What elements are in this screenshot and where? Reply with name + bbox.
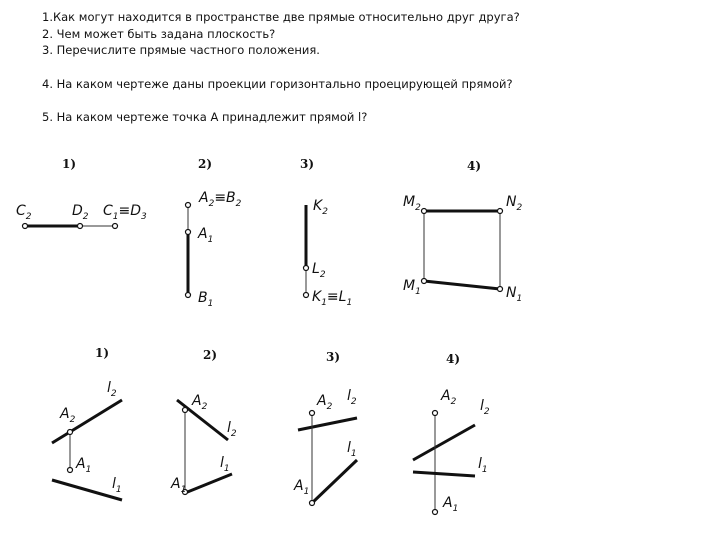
point-a2 <box>186 203 191 208</box>
label-d2: $D_2$ <box>72 203 89 222</box>
question-5: 5. На каком чертеже точка А принадлежит прямой l? <box>42 110 368 124</box>
bottom-number-3: 3) <box>326 350 341 364</box>
label-l1: $l_1$ <box>220 455 230 474</box>
line-l1 <box>312 460 357 503</box>
label-n1: $N_1$ <box>506 285 523 304</box>
label-a2-b2: $A_2\equiv B_2$ <box>199 190 242 209</box>
question-1: 1.Как могут находится в пространстве две прямые относительно друг друга? <box>42 10 520 24</box>
label-l1: $l_1$ <box>347 440 357 459</box>
label-l2: $l_2$ <box>227 420 237 439</box>
point-k1 <box>304 293 309 298</box>
point-c2 <box>23 224 28 229</box>
point-a2 <box>433 411 438 416</box>
label-l1: $l_1$ <box>112 476 122 495</box>
label-n2: $N_2$ <box>506 194 523 213</box>
bottom-number-1: 1) <box>95 346 110 360</box>
label-l2: $L_2$ <box>312 261 326 280</box>
line-l1 <box>185 474 232 493</box>
label-a1: $A_1$ <box>198 226 214 245</box>
point-a1 <box>186 230 191 235</box>
question-2: 2. Чем может быть задана плоскость? <box>42 26 276 41</box>
point-c1 <box>113 224 118 229</box>
label-c2: $C_2$ <box>16 203 32 222</box>
point-n1 <box>498 287 503 292</box>
label-a2: $A_2$ <box>317 393 333 412</box>
label-l2: $l_2$ <box>480 398 490 417</box>
point-n2 <box>498 209 503 214</box>
segment-m1-n1 <box>424 281 500 289</box>
label-a1: $A_1$ <box>294 478 310 497</box>
label-a1: $A_1$ <box>171 476 187 495</box>
label-l2: $l_2$ <box>107 380 117 399</box>
label-a2: $A_2$ <box>192 393 208 412</box>
point-a1 <box>433 510 438 515</box>
question-4: 4. На каком чертеже даны проекции горизонтально проецирующей прямой? <box>42 76 513 91</box>
top-drawing-4 <box>403 194 522 304</box>
point-a1 <box>68 468 73 473</box>
label-a2: $A_2$ <box>441 388 457 407</box>
top-number-4: 4) <box>467 159 482 173</box>
point-a2 <box>68 430 73 435</box>
point-l2 <box>304 266 309 271</box>
label-k2: $K_2$ <box>313 198 328 217</box>
label-k1-l1: $K_1\equiv L_1$ <box>312 289 353 308</box>
label-a1: $A_1$ <box>443 495 459 514</box>
bottom-drawing-4 <box>413 388 490 515</box>
point-a1 <box>310 501 315 506</box>
point-a2 <box>310 411 315 416</box>
point-a2 <box>183 408 188 413</box>
bottom-number-4: 4) <box>446 352 461 366</box>
top-drawing-3 <box>304 198 353 308</box>
top-drawing-1 <box>16 203 147 229</box>
label-b1: $B_1$ <box>198 290 214 309</box>
point-b1 <box>186 293 191 298</box>
label-a1: $A_1$ <box>76 456 92 475</box>
point-d2 <box>78 224 83 229</box>
label-m2: $M_2$ <box>403 194 421 213</box>
bottom-drawing-2 <box>170 393 237 495</box>
line-l1 <box>413 472 475 476</box>
line-l2 <box>298 418 357 430</box>
point-m1 <box>422 279 427 284</box>
line-l2 <box>413 425 475 460</box>
point-m2 <box>422 209 427 214</box>
bottom-drawing-3 <box>293 388 357 506</box>
top-number-1: 1) <box>62 157 77 171</box>
label-l2: $l_2$ <box>347 388 357 407</box>
top-drawing-2 <box>186 190 242 309</box>
top-number-2: 2) <box>198 157 213 171</box>
bottom-drawing-1 <box>52 380 122 500</box>
label-c1-d1: $C_1\equiv D_3$ <box>103 203 147 222</box>
label-l1: $l_1$ <box>478 456 488 475</box>
label-m1: $M_1$ <box>403 278 421 297</box>
bottom-number-2: 2) <box>203 348 218 362</box>
question-3: 3. Перечислите прямые частного положения. <box>42 43 320 57</box>
label-a2: $A_2$ <box>60 406 76 425</box>
top-number-3: 3) <box>300 157 315 171</box>
